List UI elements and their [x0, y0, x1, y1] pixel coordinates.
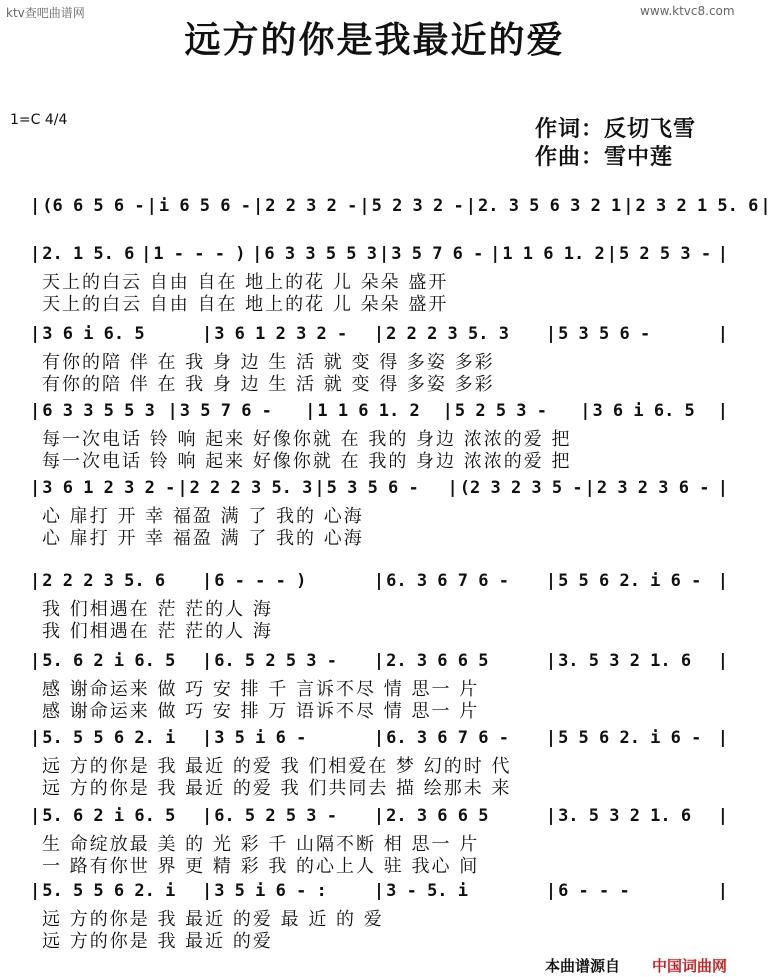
- measure: 5 2 3 2 -: [371, 196, 464, 216]
- measure: 3 5 i 6 -: [214, 728, 307, 748]
- measure: 6. 3 6 7 6 -: [386, 728, 509, 748]
- bar-line: |: [717, 478, 728, 498]
- measure: 5. 6 2 i 6. 5: [42, 651, 176, 671]
- measure: 5. 5 5 6 2. i: [42, 881, 176, 901]
- measure: 3 6 i 6. 5: [42, 324, 145, 344]
- bar-line: |: [717, 651, 728, 671]
- measure: 6 3 3 5 5 3: [264, 244, 377, 264]
- bar-line: |: [465, 196, 476, 216]
- measure: 3 6 i 6. 5: [592, 401, 695, 421]
- notation-line: [28, 722, 730, 748]
- measure: 5 2 5 3 -: [454, 401, 548, 421]
- lyric-line: 远 方的你是 我 最近 的爱: [42, 931, 273, 952]
- lyric-line: 生 命绽放最 美 的 光 彩 千 山隔不断 相 思一 片: [42, 834, 480, 855]
- measure: 2 2 2 3 5. 6: [42, 571, 166, 591]
- notation-line: [28, 318, 730, 344]
- watermark-right: www.ktvc8.com: [640, 4, 735, 18]
- measure: 6. 3 6 7 6 -: [386, 571, 509, 591]
- lyric-line: 我 们相遇在 茫 茫的人 海: [42, 621, 273, 642]
- footer-source: 本曲谱源自: [545, 957, 621, 975]
- lyric-line: 天上的白云 自由 自在 地上的花 儿 朵朵 盛开: [42, 272, 449, 293]
- bar-line: |: [252, 244, 263, 264]
- bar-line: |: [167, 401, 178, 421]
- lyric-line: 我 们相遇在 茫 茫的人 海: [42, 599, 273, 620]
- measure: 2. 3 6 6 5: [386, 806, 489, 826]
- measure: 2 2 3 2 -: [265, 196, 358, 216]
- measure: 5 5 6 2. i 6 -: [558, 571, 702, 591]
- notation-line: [28, 875, 730, 901]
- bar-line: |: [545, 806, 557, 826]
- measure: 6 3 3 5 5 3: [42, 401, 155, 421]
- measure: 1 1 6 1. 2: [502, 244, 605, 264]
- measure: 3. 5 3 2 1. 6: [558, 651, 692, 671]
- measure: 2. 3 5 6 3 2 1: [477, 196, 622, 216]
- bar-line: |: [760, 196, 771, 216]
- composer-credit: 作曲：雪中莲: [535, 145, 674, 170]
- bar-line: |: [201, 324, 213, 344]
- bar-line: |: [30, 401, 41, 421]
- measure: 1 - - - ): [153, 244, 246, 264]
- notation-line: [28, 800, 730, 826]
- watermark-left: ktv查吧曲谱网: [6, 6, 85, 20]
- bar-line: |: [177, 478, 188, 498]
- bar-line: |: [30, 196, 41, 216]
- bar-line: |: [717, 571, 728, 591]
- bar-line: |: [717, 324, 728, 344]
- measure: 5 2 5 3 -: [618, 244, 712, 264]
- lyric-line: 心 扉打 开 幸 福盈 满 了 我的 心海: [42, 506, 364, 527]
- bar-line: |: [584, 478, 595, 498]
- measure: 6 - - -: [558, 881, 630, 901]
- bar-line: |: [373, 881, 385, 901]
- bar-line: |: [30, 324, 41, 344]
- bar-line: |: [545, 728, 557, 748]
- lyric-line: 每一次电话 铃 响 起来 好像你就 在 我的 身边 浓浓的爱 把: [42, 429, 572, 450]
- bar-line: |: [717, 401, 728, 421]
- bar-line: |: [30, 881, 41, 901]
- measure: 3 5 i 6 - :: [214, 881, 327, 901]
- bar-line: |: [30, 651, 41, 671]
- bar-line: |: [447, 478, 458, 498]
- footer-site[interactable]: 中国词曲网: [652, 957, 728, 975]
- bar-line: |: [717, 806, 728, 826]
- bar-line: |: [373, 571, 385, 591]
- lyric-line: 远 方的你是 我 最近 的爱 最 近 的 爱: [42, 909, 384, 930]
- bar-line: |: [305, 401, 316, 421]
- song-title: 远方的你是我最近的爱: [184, 20, 565, 61]
- lyric-line: 感 谢命运来 做 巧 安 排 万 语诉不尽 情 思一 片: [42, 701, 480, 722]
- lyric-line: 远 方的你是 我 最近 的爱 我 们共同去 描 绘那未 来: [42, 778, 512, 799]
- bar-line: |: [545, 324, 557, 344]
- bar-line: |: [146, 196, 157, 216]
- key-signature: 1=C 4/4: [10, 112, 68, 128]
- lyric-line: 一 路有你世 界 更 精 彩 我 的心上人 驻 我心 间: [42, 856, 480, 877]
- measure: (2 3 2 3 5 -: [459, 478, 583, 498]
- bar-line: |: [359, 196, 370, 216]
- lyricist-credit: 作词：反切飞雪: [535, 117, 697, 142]
- lyric-line: 天上的白云 自由 自在 地上的花 儿 朵朵 盛开: [42, 294, 449, 315]
- measure: 2 3 2 3 6 -: [596, 478, 710, 498]
- measure: 5 5 6 2. i 6 -: [558, 728, 702, 748]
- bar-line: |: [545, 881, 557, 901]
- bar-line: |: [717, 244, 729, 264]
- notation-line: [28, 190, 771, 216]
- bar-line: |: [442, 401, 453, 421]
- measure: i 6 5 6 -: [158, 196, 251, 216]
- bar-line: |: [201, 651, 213, 671]
- bar-line: |: [201, 881, 213, 901]
- measure: 2. 3 6 6 5: [386, 651, 489, 671]
- bar-line: |: [606, 244, 617, 264]
- bar-line: |: [141, 244, 152, 264]
- measure: 6 - - - ): [214, 571, 307, 591]
- bar-line: |: [252, 196, 264, 216]
- bar-line: |: [490, 244, 501, 264]
- bar-line: |: [314, 478, 325, 498]
- measure: 5 3 5 6 -: [326, 478, 419, 498]
- bar-line: |: [373, 806, 385, 826]
- bar-line: |: [545, 571, 557, 591]
- measure: 3. 5 3 2 1. 6: [558, 806, 692, 826]
- measure: (6 6 5 6 -: [42, 196, 145, 216]
- measure: 2 3 2 1 5. 6: [635, 196, 759, 216]
- measure: 2. 1 5. 6: [42, 244, 135, 264]
- measure: 5. 6 2 i 6. 5: [42, 806, 176, 826]
- measure: 5. 5 5 6 2. i: [42, 728, 176, 748]
- bar-line: |: [201, 806, 213, 826]
- bar-line: |: [373, 651, 385, 671]
- bar-line: |: [545, 651, 557, 671]
- measure: 3 5 7 6 -: [179, 401, 272, 421]
- bar-line: |: [30, 806, 41, 826]
- measure: 3 - 5. i: [386, 881, 469, 901]
- notation-line: [28, 565, 730, 591]
- bar-line: |: [30, 571, 41, 591]
- notation-line: [28, 645, 730, 671]
- notation-line: [28, 395, 730, 421]
- measure: 3 5 7 6 -: [391, 244, 484, 264]
- measure: 6. 5 2 5 3 -: [214, 651, 338, 671]
- measure: 3 6 1 2 3 2 -: [42, 478, 176, 498]
- measure: 2 2 2 3 5. 3: [189, 478, 313, 498]
- lyric-line: 远 方的你是 我 最近 的爱 我 们相爱在 梦 幻的时 代: [42, 756, 512, 777]
- bar-line: |: [30, 478, 41, 498]
- notation-line: [28, 238, 730, 264]
- bar-line: |: [580, 401, 591, 421]
- measure: 6. 5 2 5 3 -: [214, 806, 338, 826]
- bar-line: |: [30, 728, 41, 748]
- notation-line: [28, 472, 730, 498]
- measure: 2 2 2 3 5. 3: [386, 324, 509, 344]
- bar-line: |: [201, 571, 213, 591]
- bar-line: |: [717, 881, 728, 901]
- bar-line: |: [717, 728, 728, 748]
- measure: 5 3 5 6 -: [558, 324, 651, 344]
- bar-line: |: [379, 244, 390, 264]
- bar-line: |: [201, 728, 213, 748]
- lyric-line: 有你的陪 伴 在 我 身 边 生 活 就 变 得 多姿 多彩: [42, 374, 495, 395]
- measure: 3 6 1 2 3 2 -: [214, 324, 348, 344]
- bar-line: |: [30, 244, 41, 264]
- lyric-line: 心 扉打 开 幸 福盈 满 了 我的 心海: [42, 528, 364, 549]
- lyric-line: 感 谢命运来 做 巧 安 排 千 言诉不尽 情 思一 片: [42, 679, 480, 700]
- lyric-line: 每一次电话 铃 响 起来 好像你就 在 我的 身边 浓浓的爱 把: [42, 451, 572, 472]
- lyric-line: 有你的陪 伴 在 我 身 边 生 活 就 变 得 多姿 多彩: [42, 352, 495, 373]
- bar-line: |: [373, 728, 385, 748]
- bar-line: |: [623, 196, 634, 216]
- bar-line: |: [373, 324, 385, 344]
- measure: 1 1 6 1. 2: [317, 401, 420, 421]
